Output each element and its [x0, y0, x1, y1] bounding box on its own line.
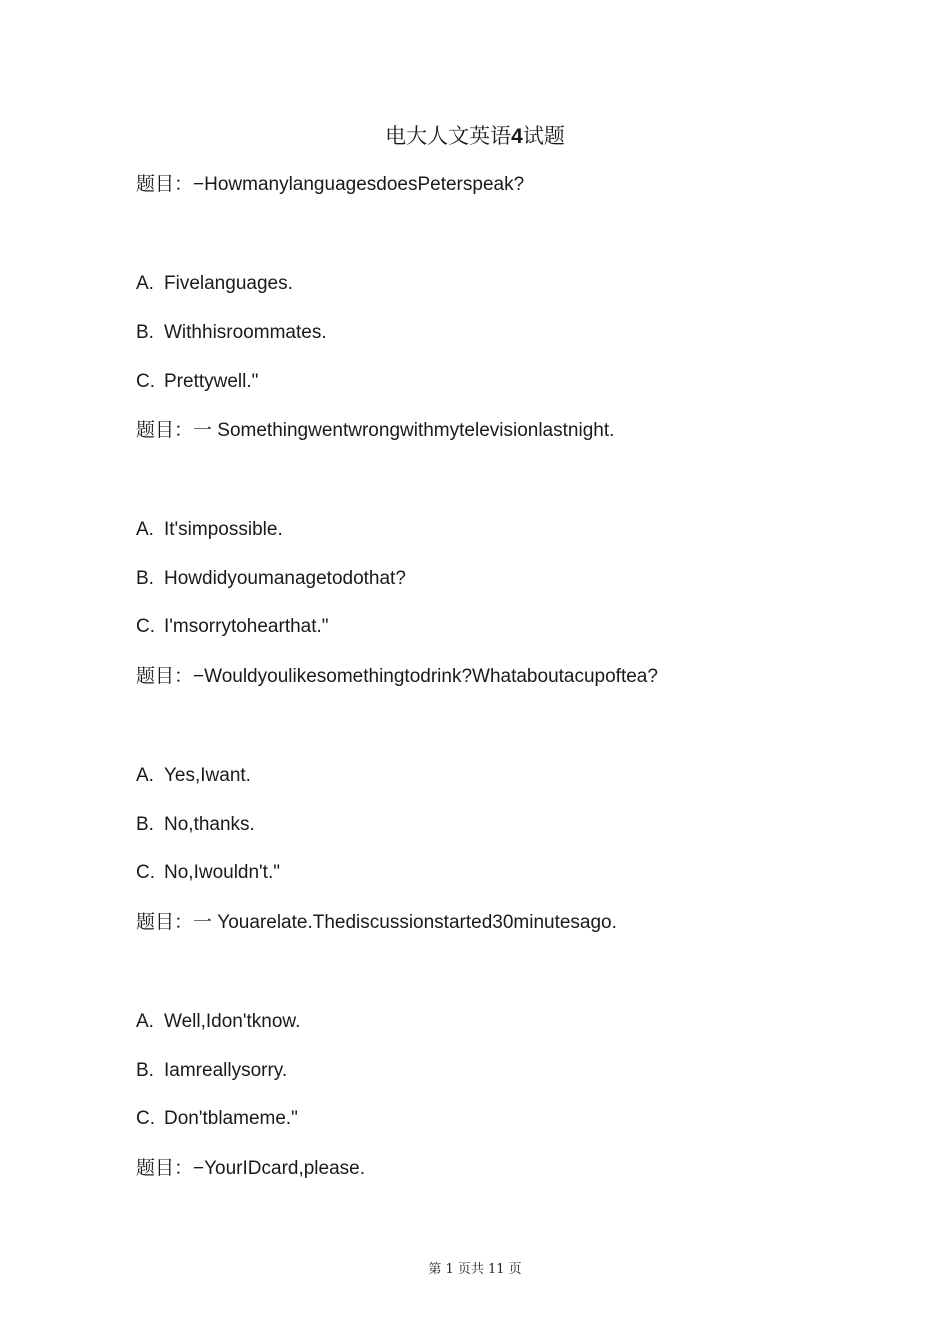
question-2-option-b	[136, 567, 406, 591]
question-stem: 一 Youarelate.Thediscussionstarted30minutesago.	[193, 912, 617, 933]
question-2-option-a	[136, 518, 283, 542]
question-1-option-b	[136, 321, 327, 345]
option-letter: C.	[136, 862, 155, 883]
question-1-option-c	[136, 370, 258, 394]
question-3	[136, 664, 658, 689]
option-text: No,Iwouldn't."	[164, 862, 280, 883]
option-letter: B.	[136, 568, 154, 589]
page-title-number: 4	[511, 125, 523, 148]
question-label: 题目：	[136, 419, 194, 441]
option-text: I'msorrytohearthat."	[164, 616, 329, 637]
option-letter: A.	[136, 273, 154, 294]
question-3-option-a	[136, 764, 251, 788]
option-text: Prettywell."	[164, 371, 259, 392]
page-title-suffix: 试题	[522, 124, 565, 148]
question-stem: 一 Somethingwentwrongwithmytelevisionlastnight.	[193, 420, 615, 441]
option-letter: A.	[136, 1011, 154, 1032]
question-2	[136, 418, 614, 443]
option-text: Yes,Iwant.	[164, 765, 251, 786]
option-letter: B.	[136, 1060, 154, 1081]
question-3-option-c	[136, 861, 280, 885]
option-letter: A.	[136, 519, 154, 540]
question-1	[136, 172, 524, 197]
page-title	[0, 120, 950, 150]
question-3-option-b	[136, 813, 255, 837]
option-text: Withhisroommates.	[164, 322, 327, 343]
question-2-option-c	[136, 615, 329, 639]
question-4-option-b	[136, 1059, 287, 1083]
page-title-text: 电大人文英语	[385, 124, 512, 148]
option-text: It'simpossible.	[164, 519, 283, 540]
question-4-option-c	[136, 1107, 298, 1131]
question-5	[136, 1156, 365, 1181]
option-letter: C.	[136, 371, 155, 392]
question-stem: −YourIDcard,please.	[193, 1158, 366, 1179]
option-text: No,thanks.	[164, 814, 255, 835]
question-label: 题目：	[136, 911, 194, 933]
question-stem: −Wouldyoulikesomethingtodrink?Whataboutacupoftea?	[193, 666, 658, 687]
page-footer: 第 1 页共 11 页	[428, 1262, 522, 1277]
question-label: 题目：	[136, 665, 194, 687]
question-stem: −HowmanylanguagesdoesPeterspeak?	[193, 174, 525, 195]
option-letter: C.	[136, 616, 155, 637]
option-letter: B.	[136, 322, 154, 343]
question-4	[136, 910, 617, 935]
option-text: Fivelanguages.	[164, 273, 293, 294]
option-letter: B.	[136, 814, 154, 835]
question-1-option-a	[136, 272, 293, 296]
option-letter: A.	[136, 765, 154, 786]
question-label: 题目：	[136, 173, 194, 195]
question-label: 题目：	[136, 1157, 194, 1179]
option-text: Iamreallysorry.	[164, 1060, 288, 1081]
option-text: Howdidyoumanagetodothat?	[164, 568, 406, 589]
option-text: Don'tblameme."	[164, 1108, 298, 1129]
question-4-option-a	[136, 1010, 300, 1034]
option-text: Well,Idon'tknow.	[164, 1011, 301, 1032]
option-letter: C.	[136, 1108, 155, 1129]
